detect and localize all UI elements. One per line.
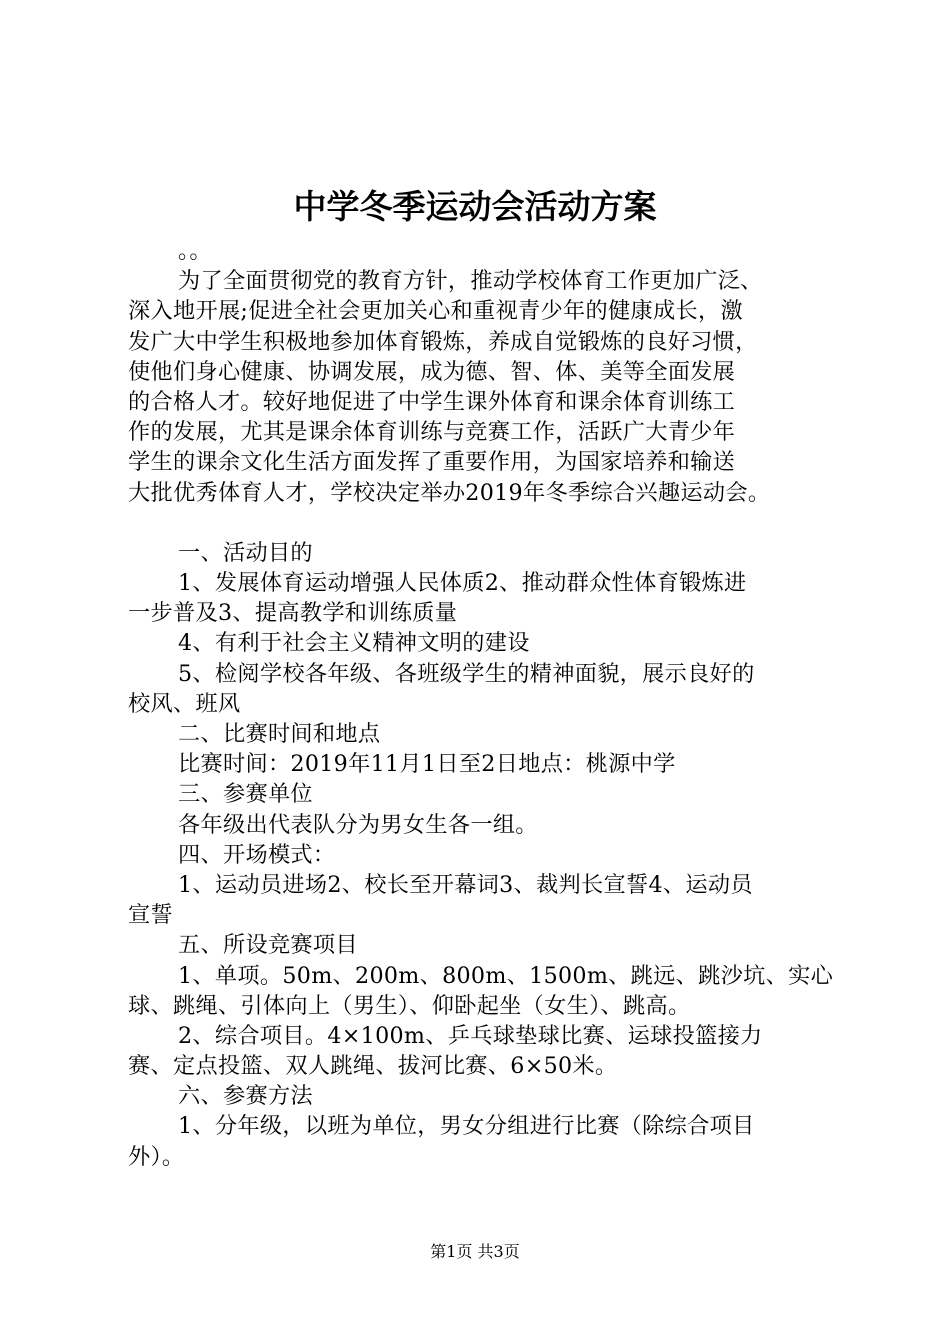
text-line: 4、有利于社会主义精神文明的建设 <box>178 630 530 657</box>
section-heading: 二、比赛时间和地点 <box>178 721 381 747</box>
text-line: 使他们身心健康、协调发展，成为德、智、体、美等全面发展 <box>128 358 736 385</box>
text-line: 。。 <box>178 238 212 264</box>
document-body <box>128 236 850 1172</box>
section-heading: 一、活动目的 <box>178 539 313 566</box>
text-line: 为了全面贯彻党的教育方针，推动学校体育工作更加广泛、 <box>178 268 763 295</box>
text-line: 校风、班风 <box>128 690 241 717</box>
text-line: 各年级出代表队分为男女生各一组。 <box>178 811 538 838</box>
text-line: 学生的课余文化生活方面发挥了重要作用，为国家培养和输送 <box>128 449 736 476</box>
text-line: 1、发展体育运动增强人民体质2、推动群众性体育锻炼进 <box>178 570 747 597</box>
section-heading: 六、参赛方法 <box>178 1083 313 1110</box>
blank-line <box>128 508 850 538</box>
text-line: 5、检阅学校各年级、各班级学生的精神面貌，展示良好的 <box>178 660 755 687</box>
text-line: 比赛时间：2019年11月1日至2日地点：桃源中学 <box>178 751 676 778</box>
text-line: 球、跳绳、引体向上（男生）、仰卧起坐（女生）、跳高。 <box>128 992 691 1019</box>
section-heading: 四、开场模式： <box>178 841 336 868</box>
text-line: 一步普及3、提高教学和训练质量 <box>128 600 458 627</box>
text-line: 外）。 <box>128 1143 185 1170</box>
text-line: 赛、定点投篮、双人跳绳、拔河比赛、6×50米。 <box>128 1053 618 1080</box>
page-footer: 第1页 共3页 <box>430 1242 520 1261</box>
text-line: 深入地开展;促进全社会更加关心和重视青少年的健康成长，激 <box>128 298 743 325</box>
section-heading: 三、参赛单位 <box>178 781 313 808</box>
text-line: 1、运动员进场2、校长至开幕词3、裁判长宣誓4、运动员 <box>178 871 753 898</box>
document-title: 中学冬季运动会活动方案 <box>293 187 657 226</box>
text-line: 发广大中学生积极地参加体育锻炼，养成自觉锻炼的良好习惯， <box>128 328 758 355</box>
text-line: 的合格人才。较好地促进了中学生课外体育和课余体育训练工 <box>128 388 736 415</box>
text-line: 大批优秀体育人才，学校决定举办2019年冬季综合兴趣运动会。 <box>128 479 771 506</box>
section-heading: 五、所设竞赛项目 <box>178 932 358 959</box>
text-line: 1、单项。50m、200m、800m、1500m、跳远、跳沙坑、实心 <box>178 962 834 989</box>
text-line: 宣誓 <box>128 902 173 929</box>
text-line: 1、分年级，以班为单位，男女分组进行比赛（除综合项目 <box>178 1113 755 1140</box>
text-line: 2、综合项目。4×100m、乒乓球垫球比赛、运球投篮接力 <box>178 1022 763 1049</box>
text-line: 作的发展，尤其是课余体育训练与竞赛工作，活跃广大青少年 <box>128 419 736 446</box>
